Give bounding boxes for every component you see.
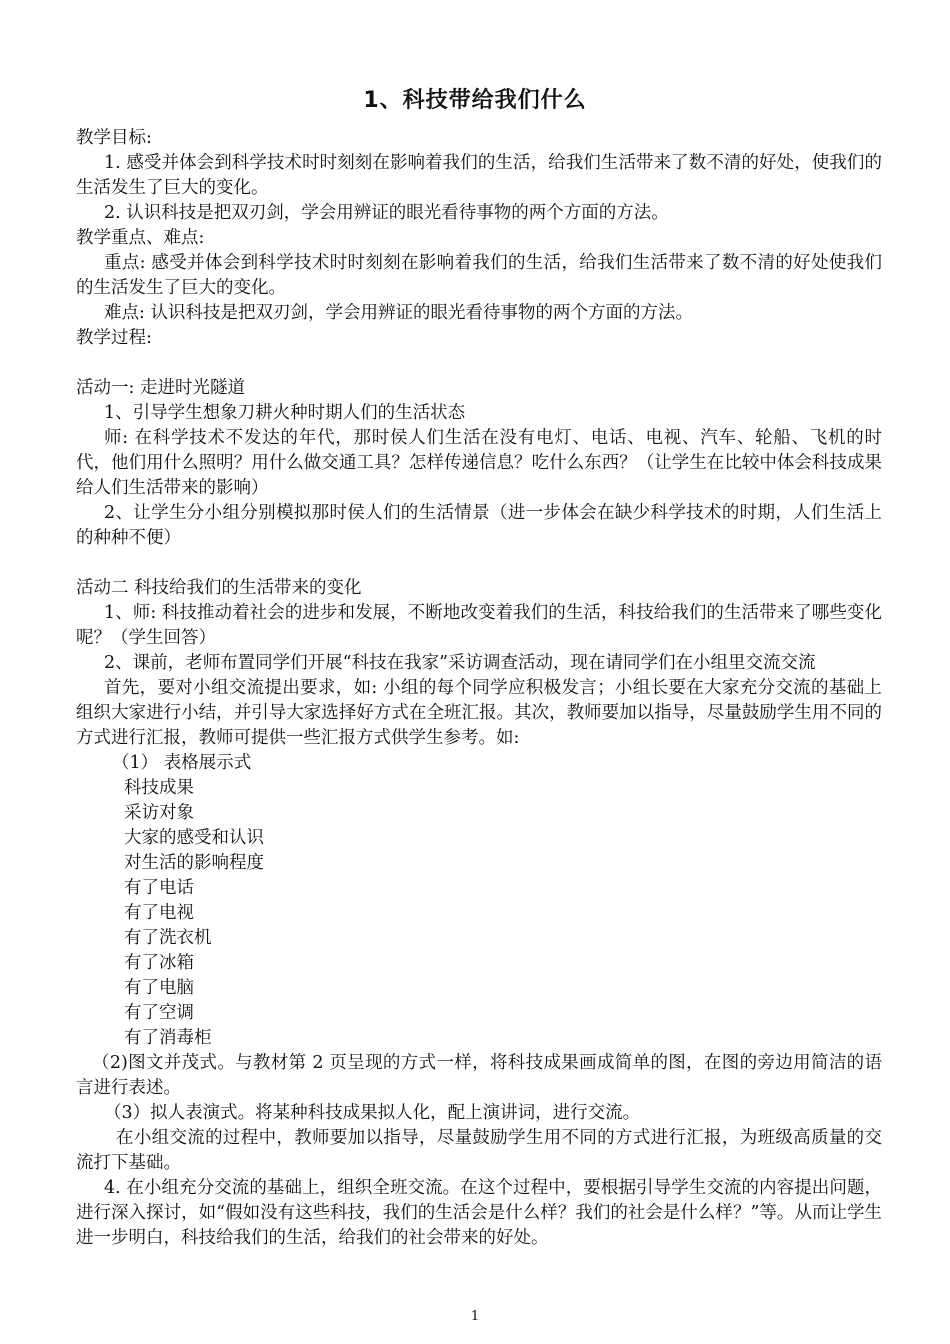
document-body [76,126,882,1251]
step-4: 4. 在小组充分交流的基础上，组织全班交流。在这个过程中，要根据引导学生交流的内容提出问题，进行深入探讨，如“假如没有这些科技，我们的生活会是什么样？我们的社会是什么样？”等。从而让学生进一步明白，科技给我们的生活，给我们的社会带来的好处。 [76,1178,882,1248]
list-item: 有了洗衣机 [124,928,212,948]
list-item: 有了电视 [124,903,194,923]
activity2-first: 首先，要对小组交流提出要求，如: 小组的每个同学应积极发言；小组长要在大家充分交流的基础上组织大家进行小结，并引导大家选择好方式在全班汇报。其次，教师要加以指导，尽量鼓励学生用不同的方式进行汇报，教师可提供一些汇报方式供学生参考。如: [76,678,882,748]
process-heading: 教学过程: [76,328,152,348]
list-item: 有了空调 [124,1003,194,1023]
list-item: 采访对象 [124,803,194,823]
list-item: 对生活的影响程度 [124,853,264,873]
keypoints-heading: 教学重点、难点: [76,228,205,248]
activity2-step2: 2、课前，老师布置同学们开展“科技在我家”采访调查活动，现在请同学们在小组里交流交流 [104,653,816,673]
list-item: 科技成果 [124,778,194,798]
list-item: 有了消毒柜 [124,1028,212,1048]
key-point: 重点: 感受并体会到科学技术时时刻刻在影响着我们的生活，给我们生活带来了数不清的好处使我们的生活发生了巨大的变化。 [76,253,882,298]
page-number: 1 [470,1309,480,1324]
activity2-step1: 1、师: 科技推动着社会的进步和发展，不断地改变着我们的生活，科技给我们的生活带来了哪些变化呢？（学生回答） [76,603,882,648]
list-item: 大家的感受和认识 [124,828,264,848]
activity2-heading: 活动二 科技给我们的生活带来的变化 [76,578,362,598]
format-3: （3）拟人表演式。将某种科技成果拟人化，配上演讲词，进行交流。 [104,1103,641,1123]
difficulty: 难点: 认识科技是把双刃剑，学会用辨证的眼光看待事物的两个方面的方法。 [104,303,693,323]
format-1: （1） 表格展示式 [112,753,252,773]
page-title: 1、科技带给我们什么 [363,88,587,113]
list-item: 有了电话 [124,878,194,898]
format-2: （2)图文并茂式。与教材第 2 页呈现的方式一样，将科技成果画成简单的图，在图的旁边用简洁的语言进行表述。 [76,1053,882,1098]
list-item: 有了冰箱 [124,953,194,973]
activity1-teacher: 师: 在科学技术不发达的年代，那时侯人们生活在没有电灯、电话、电视、汽车、轮船、飞机的时代，他们用什么照明？用什么做交通工具？怎样传递信息？吃什么东西？（让学生在比较中体会科技成果给人们生活带来的影响） [76,428,882,498]
goal-2: 2. 认识科技是把双刃剑，学会用辨证的眼光看待事物的两个方面的方法。 [104,203,669,223]
goals-heading: 教学目标: [76,128,152,148]
activity1-step1: 1、引导学生想象刀耕火种时期人们的生活状态 [104,403,466,423]
guide-text: 在小组交流的过程中，教师要加以指导，尽量鼓励学生用不同的方式进行汇报，为班级高质量的交流打下基础。 [76,1128,882,1173]
list-item: 有了电脑 [124,978,194,998]
activity1-heading: 活动一: 走进时光隧道 [76,378,245,398]
goal-1: 1. 感受并体会到科学技术时时刻刻在影响着我们的生活，给我们生活带来了数不清的好处，使我们的生活发生了巨大的变化。 [76,153,882,198]
activity1-step2: 2、让学生分小组分别模拟那时侯人们的生活情景（进一步体会在缺少科学技术的时期，人们生活上的种种不便） [76,503,882,548]
table-items-list [76,776,882,1051]
